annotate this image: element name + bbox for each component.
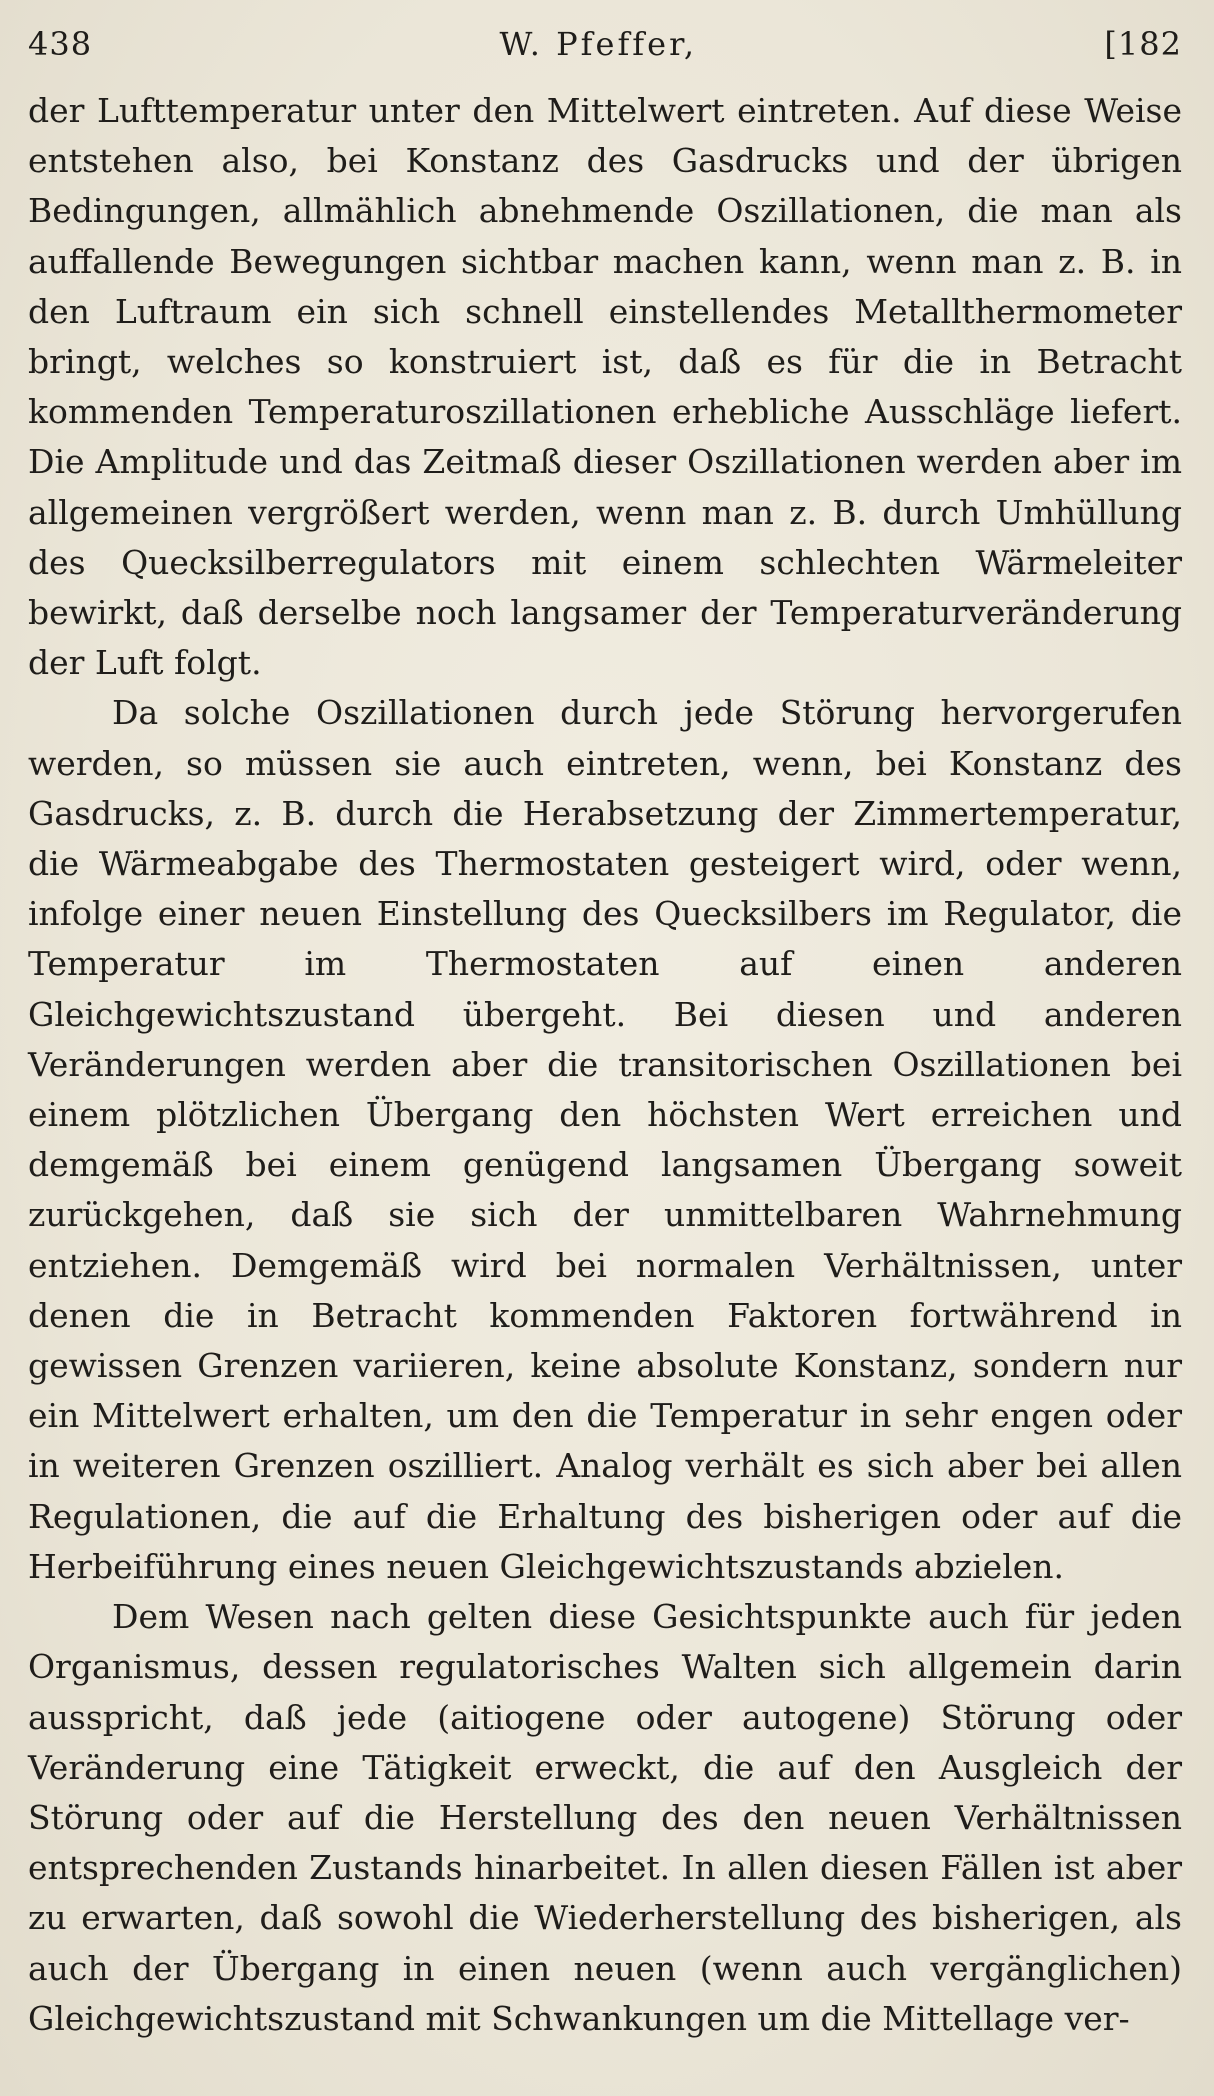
running-head [28,20,1182,86]
paragraph-3: Dem Wesen nach gelten diese Gesichtspunkte auch für jeden Organismus, dessen regulatorisches Walten sich allgemein darin ausspricht, daß jede (aitiogene oder autogene) Störung oder Veränderung eine Tätigkeit erweckt, die auf den Ausgleich der Störung oder auf die Herstellung des den neuen Verhältnissen entsprechenden Zustands hinarbeitet. In allen diesen Fällen ist aber zu erwarten, daß sowohl die Wiederherstellung des bisherigen, als auch der Übergang in einen neuen (wenn auch vergänglichen) Gleichgewichtszustand mit Schwankungen um die Mittellage ver- [28,1597,1182,2038]
paragraph-2: Da solche Oszillationen durch jede Störung hervorgerufen werden, so müssen sie auch eintreten, wenn, bei Konstanz des Gasdrucks, z. B. durch die Herabsetzung der Zimmertemperatur, die Wärmeabgabe des Thermostaten gesteigert wird, oder wenn, infolge einer neuen Einstellung des Quecksilbers im Regulator, die Temperatur im Thermostaten auf einen anderen Gleichgewichtszustand übergeht. Bei diesen und anderen Veränderungen werden aber die transitorischen Oszillationen bei einem plötzlichen Übergang den höchsten Wert erreichen und demgemäß bei einem genügend langsamen Übergang soweit zurückgehen, daß sie sich der unmittelbaren Wahrnehmung entziehen. Demgemäß wird bei normalen Verhältnissen, unter denen die in Betracht kommenden Faktoren fortwährend in gewissen Grenzen variieren, keine absolute Konstanz, sondern nur ein Mittelwert erhalten, um den die Temperatur in sehr engen oder in weiteren Grenzen oszilliert. Analog verhält es sich aber bei allen Regulationen, die auf die Erhaltung des bisherigen oder auf die Herbeiführung eines neuen Gleichgewichtszustands abzielen. [28,693,1182,1586]
author-name: W. Pfeffer, [499,25,698,63]
paragraph-1: der Lufttemperatur unter den Mittelwert eintreten. Auf diese Weise entstehen also, bei Konstanz des Gasdrucks und der übrigen Bedingungen, allmählich abnehmende Oszillationen, die man als auffallende Bewegungen sichtbar machen kann, wenn man z. B. in den Luftraum ein sich schnell einstellendes Metallthermometer bringt, welches so konstruiert ist, daß es für die in Betracht kommenden Temperaturoszillationen erhebliche Ausschläge liefert. Die Amplitude und das Zeitmaß dieser Oszillationen werden aber im allgemeinen vergrößert werden, wenn man z. B. durch Umhüllung des Quecksilberregulators mit einem schlechten Wärmeleiter bewirkt, daß derselbe noch langsamer der Temperaturveränderung der Luft folgt. [28,91,1182,683]
bracketed-page-reference: [182 [1104,25,1182,63]
page-number: 438 [28,25,93,63]
body-text [28,86,1182,2044]
